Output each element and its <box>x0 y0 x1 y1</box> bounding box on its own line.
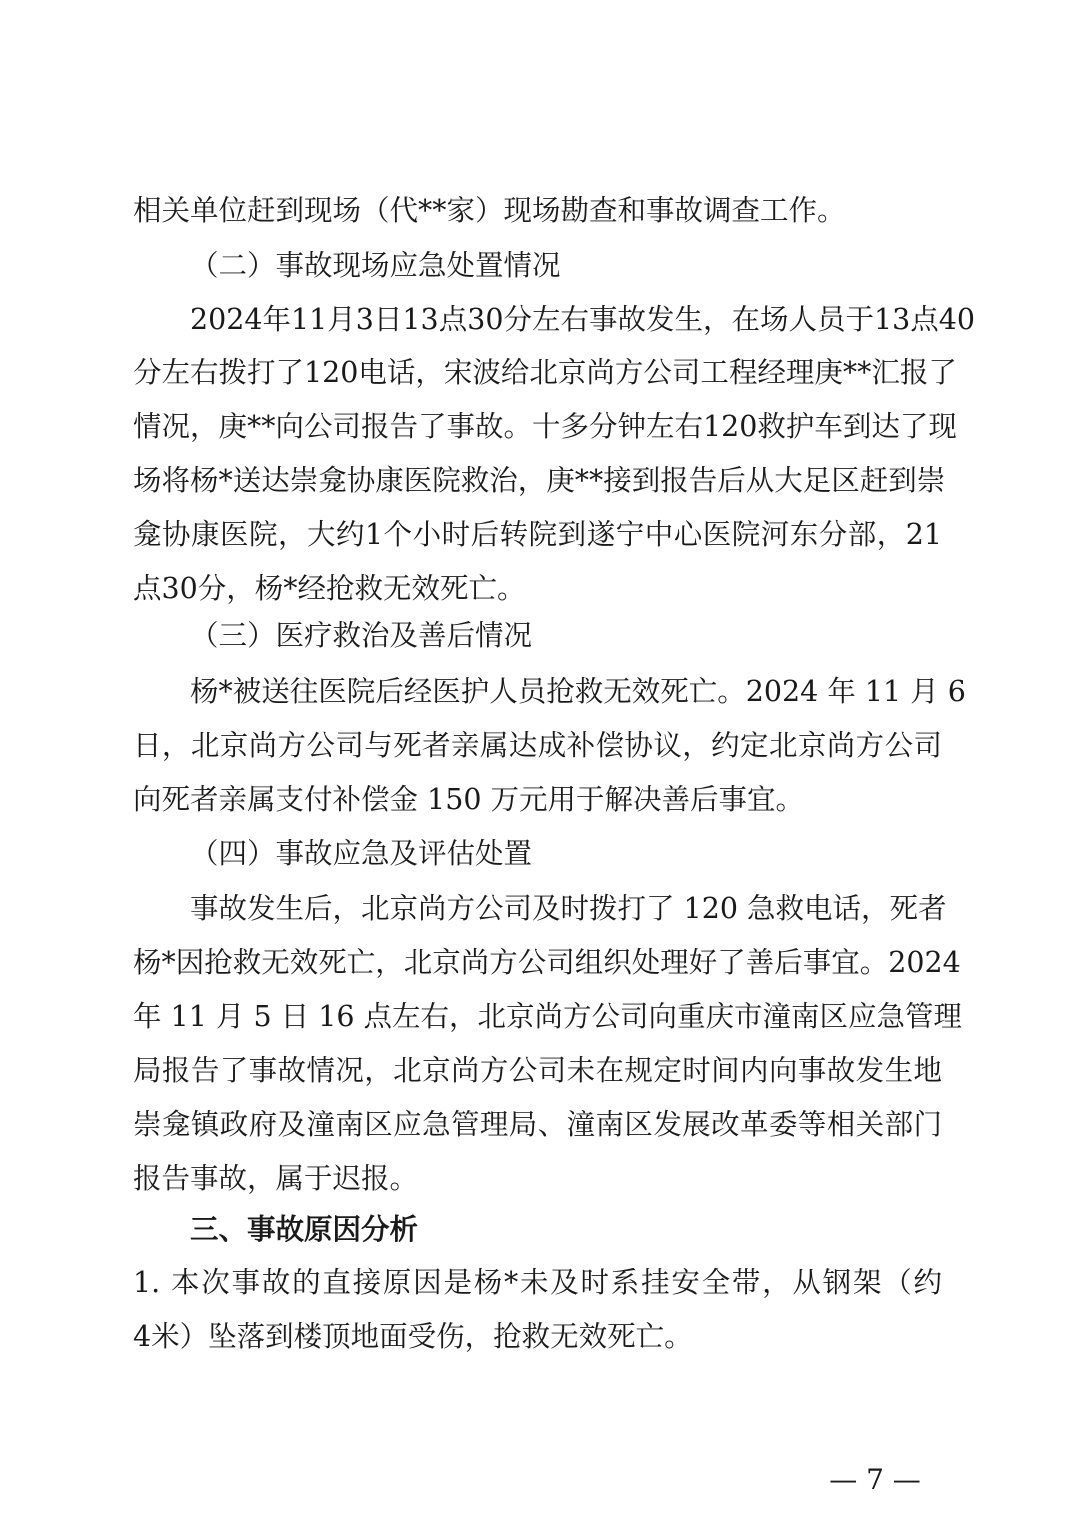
line-text: 情况，庚**向公司报告了事故。十多分钟左右120救护车到达了现 <box>133 410 957 443</box>
subsection-heading <box>0 827 1074 881</box>
line-text: （四）事故应急及评估处置 <box>190 837 533 870</box>
line-text: 2024年11月3日13点30分左右事故发生，在场人员于13点40 <box>190 303 975 336</box>
line-text: 点30分，杨*经抢救无效死亡。 <box>133 572 526 605</box>
section-heading <box>0 1202 1074 1256</box>
line-text: 事故发生后，北京尚方公司及时拨打了 120 急救电话，死者 <box>190 892 947 925</box>
text-line <box>0 773 1074 827</box>
text-line <box>0 936 1074 990</box>
line-text: 向死者亲属支付补偿金 150 万元用于解决善后事宜。 <box>133 783 805 816</box>
line-text: 杨*被送往医院后经医护人员抢救无效死亡。2024 年 11 月 6 <box>190 675 966 708</box>
text-line <box>0 1152 1074 1206</box>
line-text: 局报告了事故情况，北京尚方公司未在规定时间内向事故发生地 <box>133 1054 942 1087</box>
text-line <box>0 1098 1074 1152</box>
text-line <box>0 508 1074 562</box>
line-text: 场将杨*送达崇龛协康医院救治，庚**接到报告后从大足区赶到崇 <box>133 464 946 497</box>
text-line <box>0 665 1074 719</box>
line-text: 三、事故原因分析 <box>190 1212 419 1246</box>
text-line <box>0 184 1074 238</box>
page-number: — 7 — <box>829 1463 921 1496</box>
line-text: 日，北京尚方公司与死者亲属达成补偿协议，约定北京尚方公司 <box>133 729 942 762</box>
text-line <box>0 293 1074 347</box>
text-line <box>0 454 1074 508</box>
line-text: 相关单位赶到现场（代**家）现场勘查和事故调查工作。 <box>133 194 846 227</box>
line-text: （二）事故现场应急处置情况 <box>190 249 561 282</box>
line-text: 1. 本次事故的直接原因是杨*未及时系挂安全带，从钢架（约 <box>133 1266 942 1299</box>
line-text: 分左右拨打了120电话，宋波给北京尚方公司工程经理庚**汇报了 <box>133 356 957 389</box>
text-line <box>0 882 1074 936</box>
subsection-heading <box>0 239 1074 293</box>
text-line <box>0 400 1074 454</box>
line-text: 龛协康医院，大约1个小时后转院到遂宁中心医院河东分部，21 <box>133 518 942 551</box>
text-line <box>0 719 1074 773</box>
line-text: 报告事故，属于迟报。 <box>133 1162 419 1195</box>
subsection-heading <box>0 609 1074 663</box>
text-line <box>0 562 1074 616</box>
line-text: 崇龛镇政府及潼南区应急管理局、潼南区发展改革委等相关部门 <box>133 1108 942 1141</box>
line-text: 4米）坠落到楼顶地面受伤，抢救无效死亡。 <box>133 1320 693 1353</box>
text-line <box>0 1256 1074 1310</box>
text-line <box>0 346 1074 400</box>
line-text: （三）医疗救治及善后情况 <box>190 619 533 652</box>
line-text: 年 11 月 5 日 16 点左右，北京尚方公司向重庆市潼南区应急管理 <box>133 1000 963 1033</box>
text-line <box>0 990 1074 1044</box>
line-text: 杨*因抢救无效死亡，北京尚方公司组织处理好了善后事宜。2024 <box>133 946 961 979</box>
text-line <box>0 1310 1074 1364</box>
text-line <box>0 1044 1074 1098</box>
